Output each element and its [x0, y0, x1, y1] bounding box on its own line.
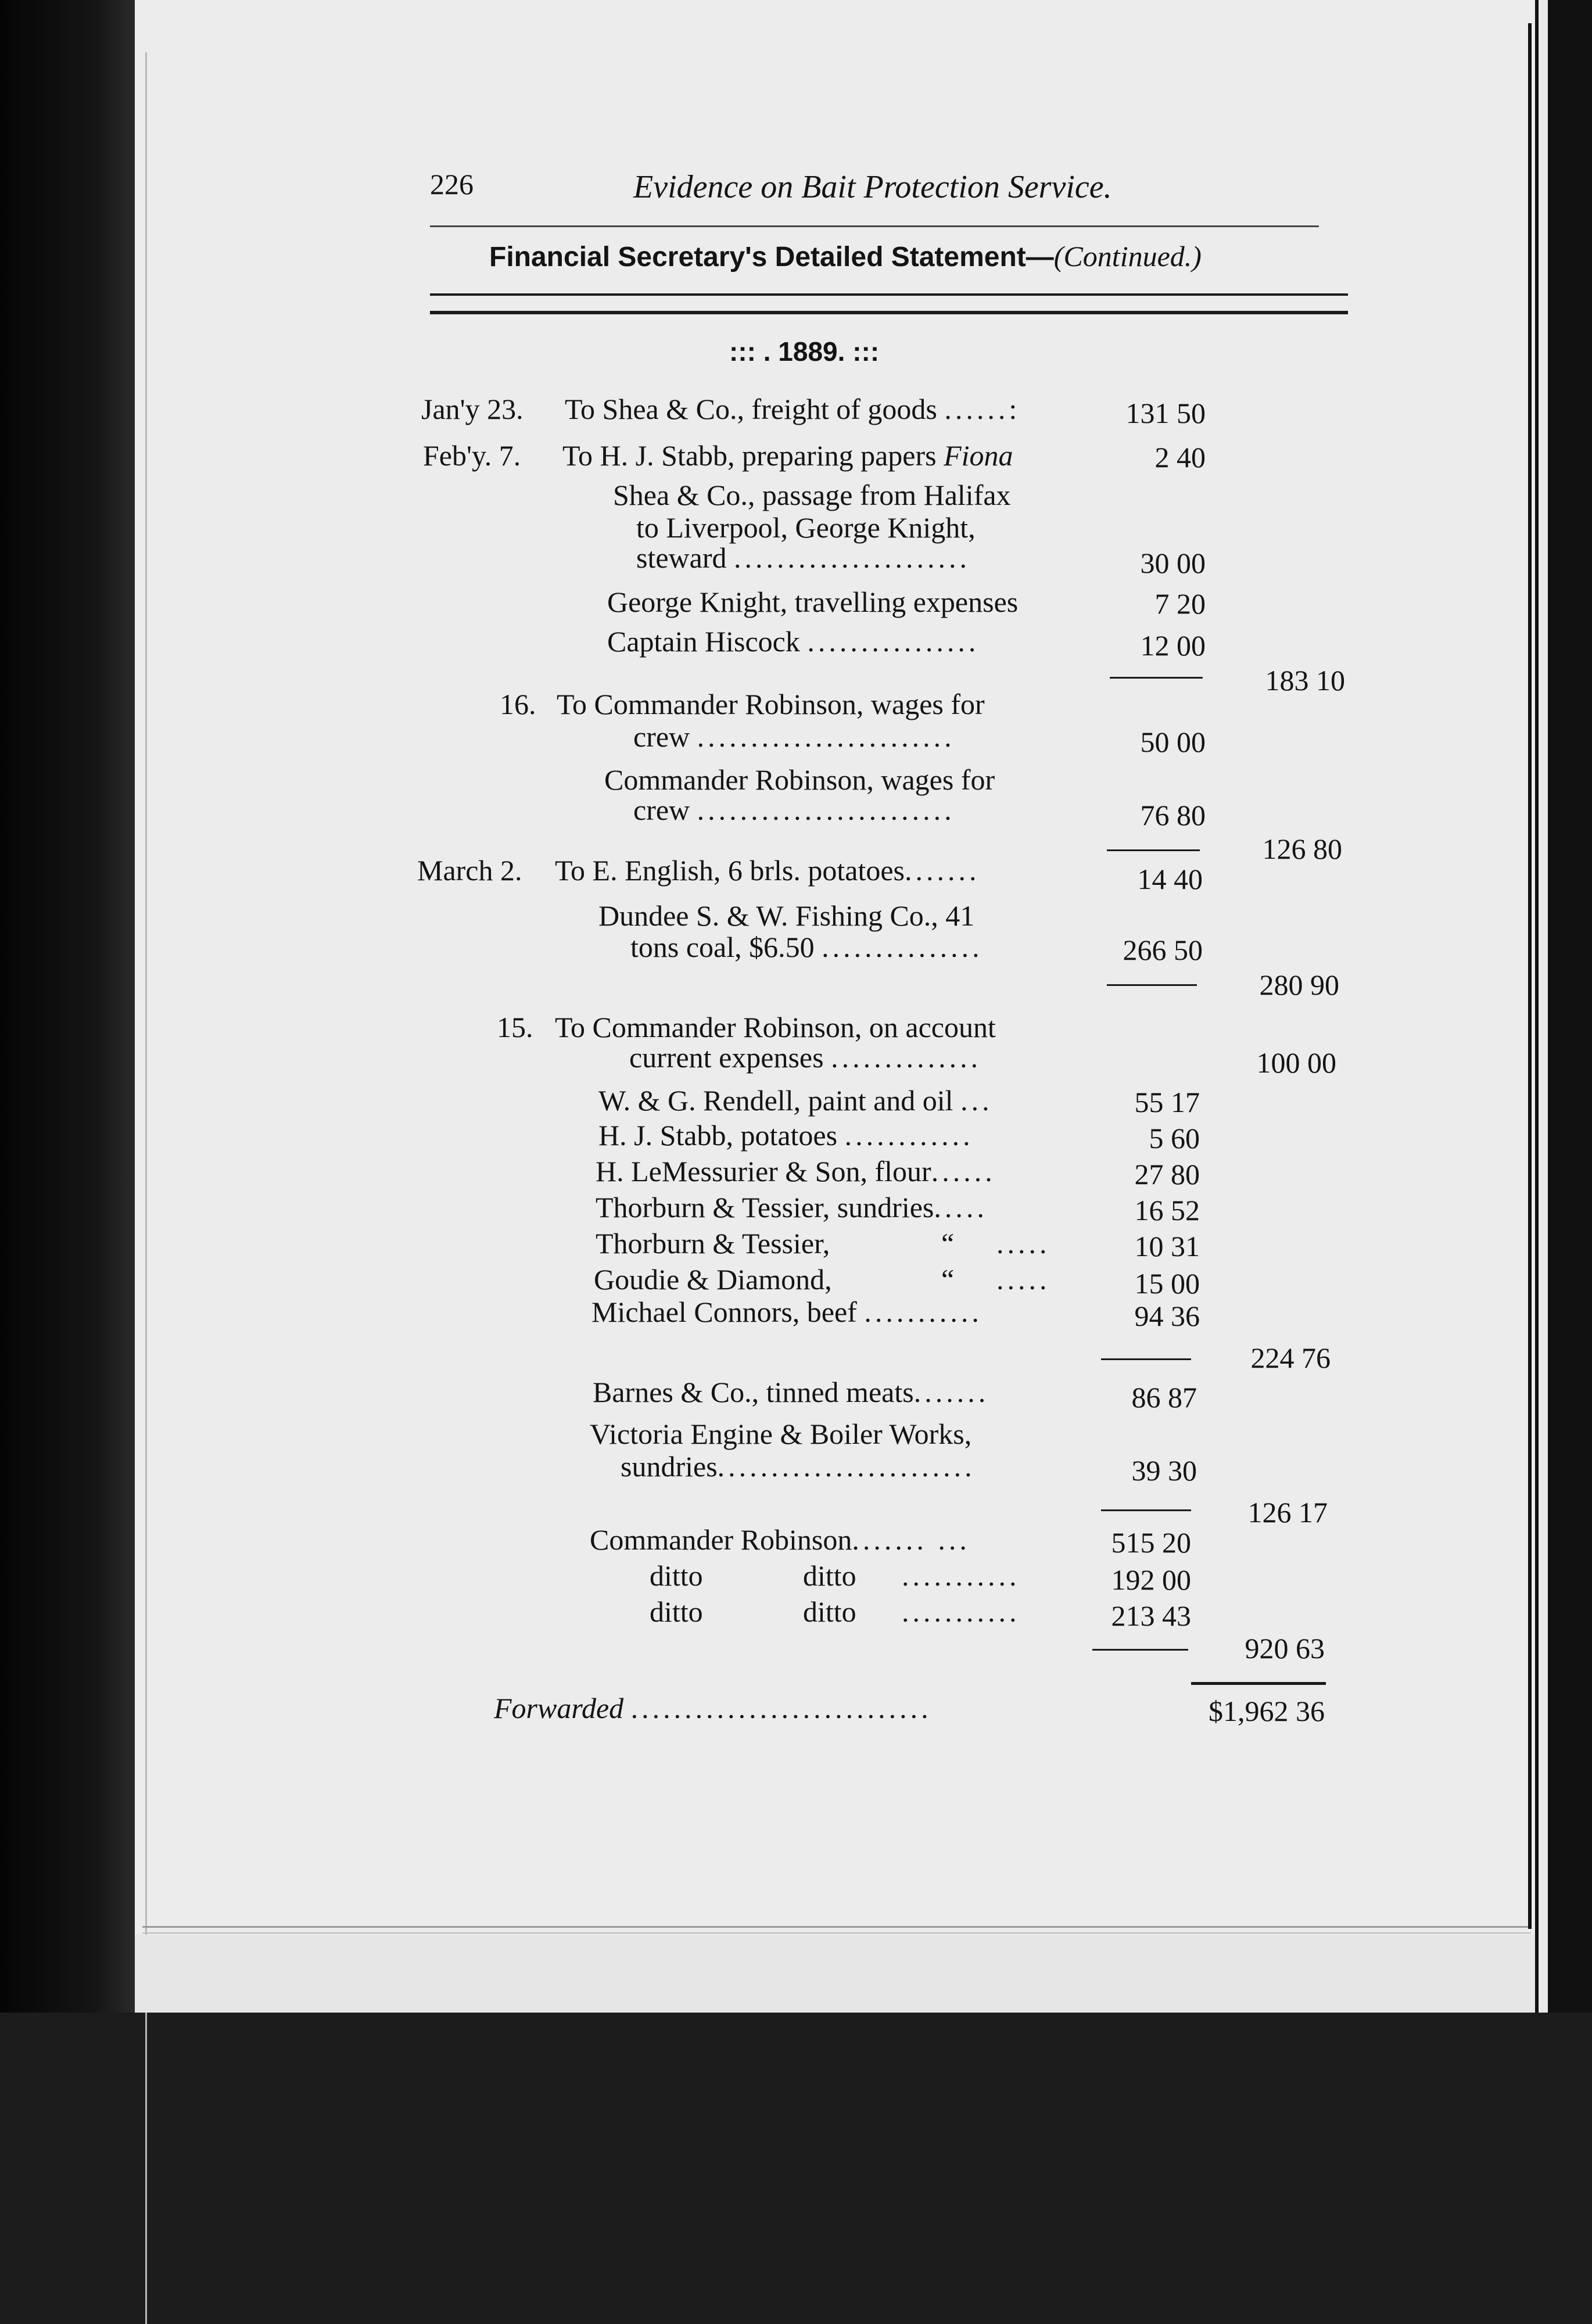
- forwarded-line: [494, 1690, 932, 1727]
- statement-title: Financial Secretary's Detailed Statement—: [489, 242, 1054, 272]
- entry-amount: 39 30: [1131, 1454, 1197, 1487]
- entry-description: George Knight, travelling expenses: [607, 586, 1019, 618]
- entry-amount: 10 31: [1134, 1230, 1200, 1263]
- entry-amount: 86 87: [1131, 1381, 1197, 1414]
- next-page-edge: [1539, 0, 1548, 2013]
- entry-amount: 266 50: [1123, 934, 1203, 966]
- entry-amount: 50 00: [1140, 726, 1206, 758]
- header-rule: [430, 225, 1319, 227]
- entry-leader: ...........: [902, 1595, 1020, 1628]
- entry-date: Jan'y 23.: [421, 393, 524, 425]
- entry-amount: 76 80: [1140, 799, 1206, 831]
- entry-date: March 2.: [417, 854, 522, 887]
- entry-description-line: to Liverpool, George Knight,: [636, 511, 976, 544]
- entry-amount: 192 00: [1111, 1563, 1191, 1596]
- entry-description-line: Shea & Co., passage from Halifax: [613, 479, 1011, 511]
- entry-description-line: sundries........................: [621, 1450, 976, 1483]
- scan-edge-left: [0, 0, 135, 2013]
- entry-amount: 131 50: [1125, 397, 1206, 429]
- entry-description: H. LeMessurier & Son, flour......: [596, 1155, 996, 1188]
- forwarded-total: $1,962 36: [1209, 1695, 1325, 1727]
- entry-date: 16.: [500, 688, 536, 720]
- binding-shadow: [1528, 23, 1532, 1929]
- entry-total: 100 00: [1256, 1046, 1336, 1079]
- entry-amount: 515 20: [1111, 1526, 1191, 1559]
- entry-description: To Shea & Co., freight of goods ......:: [565, 393, 1021, 425]
- entry-description-line: crew ........................: [633, 794, 955, 826]
- entry-leader: ...........: [902, 1559, 1020, 1592]
- forwarded-leader: ............................: [630, 1692, 932, 1724]
- subtotal-rule: [1101, 1358, 1191, 1360]
- subtotal-rule: [1101, 1509, 1191, 1511]
- entry-description-line: current expenses ..............: [629, 1041, 982, 1074]
- ditto-mark: “: [941, 1227, 955, 1260]
- entry-description: H. J. Stabb, potatoes ............: [598, 1119, 974, 1152]
- entry-description: To H. J. Stabb, preparing papers Fiona: [562, 439, 1013, 472]
- entry-description: ditto: [803, 1595, 856, 1628]
- entry-amount: 213 43: [1111, 1599, 1191, 1632]
- entry-description: ditto: [650, 1595, 703, 1628]
- entry-description: ditto: [803, 1559, 856, 1592]
- ditto-mark: “: [941, 1263, 955, 1296]
- entry-amount: 14 40: [1137, 863, 1203, 895]
- subtotal-amount: 280 90: [1259, 969, 1339, 1001]
- entry-description: W. & G. Rendell, paint and oil ...: [598, 1084, 993, 1117]
- entry-amount: 5 60: [1149, 1122, 1200, 1154]
- entry-amount: 16 52: [1134, 1194, 1200, 1226]
- subtotal-amount: 224 76: [1250, 1342, 1331, 1374]
- subtotal-amount: 920 63: [1245, 1632, 1325, 1665]
- entry-leader: .....: [996, 1263, 1050, 1296]
- subtotal-amount: 126 80: [1262, 833, 1342, 865]
- entry-amount: 7 20: [1154, 587, 1206, 620]
- entry-description-line: crew ........................: [633, 720, 955, 753]
- entry-description-line: tons coal, $6.50 ...............: [630, 931, 983, 963]
- entry-description-line: steward ......................: [636, 541, 970, 574]
- entry-description-line: To Commander Robinson, wages for: [557, 688, 985, 720]
- forwarded-label: Forwarded: [494, 1692, 624, 1724]
- entry-amount: 55 17: [1134, 1086, 1200, 1118]
- heading-rule-thin: [430, 293, 1348, 296]
- entry-description: Commander Robinson....... ...: [590, 1523, 970, 1556]
- entry-description-line: Dundee S. & W. Fishing Co., 41: [598, 899, 975, 932]
- heading-rule-thick: [430, 311, 1348, 314]
- entry-date: Feb'y. 7.: [423, 439, 521, 472]
- entry-description: Thorburn & Tessier,: [596, 1227, 830, 1260]
- entry-amount: 15 00: [1134, 1267, 1200, 1300]
- entry-date: 15.: [497, 1011, 533, 1043]
- entry-description-line: Victoria Engine & Boiler Works,: [590, 1418, 972, 1450]
- entry-description: Barnes & Co., tinned meats.......: [593, 1376, 989, 1408]
- entry-description-line: Commander Robinson, wages for: [604, 763, 995, 796]
- year-heading: ::: . 1889. :::: [729, 336, 880, 367]
- entry-description: Captain Hiscock ................: [607, 625, 980, 658]
- entry-description: ditto: [650, 1559, 703, 1592]
- statement-continued: (Continued.): [1053, 240, 1202, 272]
- entry-description: Michael Connors, beef ...........: [591, 1296, 983, 1328]
- entry-amount: 94 36: [1134, 1300, 1200, 1332]
- subtotal-rule: [1107, 984, 1197, 986]
- subtotal-rule: [1107, 849, 1200, 851]
- entry-description-line: To Commander Robinson, on account: [555, 1011, 996, 1043]
- entry-amount: 30 00: [1140, 547, 1206, 579]
- subtotal-rule: [1110, 677, 1203, 679]
- grand-total-rule: [1191, 1682, 1326, 1685]
- page-number: 226: [430, 168, 474, 200]
- subtotal-rule: [1092, 1649, 1188, 1651]
- entry-amount: 27 80: [1134, 1158, 1200, 1190]
- entry-description: Thorburn & Tessier, sundries.....: [596, 1191, 988, 1224]
- entry-amount: 12 00: [1140, 629, 1206, 662]
- subtotal-amount: 126 17: [1247, 1496, 1328, 1529]
- page-bottom-margin: [135, 1935, 1535, 2013]
- statement-heading: [489, 239, 1202, 273]
- entry-amount: 2 40: [1154, 441, 1206, 474]
- entry-leader: .....: [996, 1227, 1050, 1260]
- running-title: Evidence on Bait Protection Service.: [633, 169, 1112, 205]
- subtotal-amount: 183 10: [1265, 664, 1345, 697]
- entry-description: Goudie & Diamond,: [594, 1263, 832, 1296]
- entry-description: To E. English, 6 brls. potatoes.......: [555, 854, 980, 887]
- page-bottom-edge: [142, 1926, 1531, 1934]
